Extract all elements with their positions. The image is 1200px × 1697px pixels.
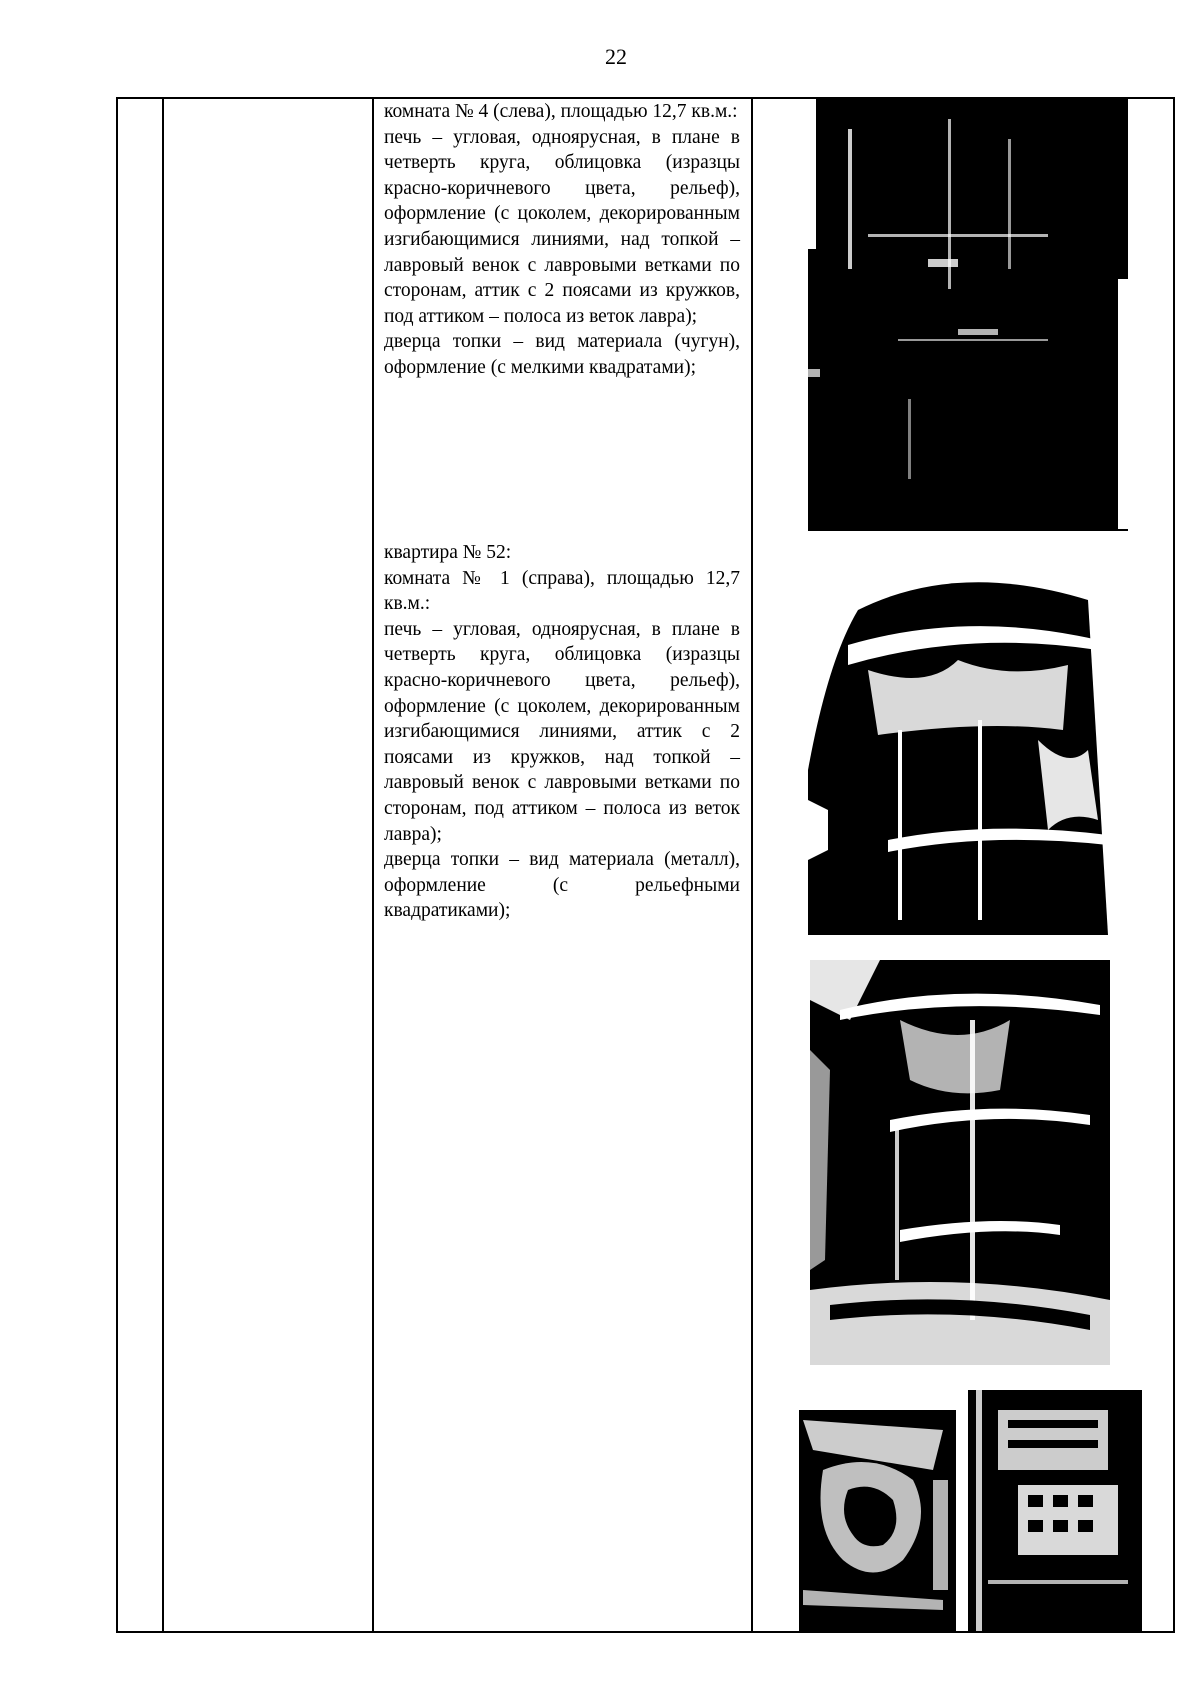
table-column-divider <box>162 97 164 1633</box>
stove-description: печь – угловая, одноярусная, в плане в четверть круга, облицовка (изразцы красно-коричневого цвета, рельеф), оформление (с цоколем, декорированным изгибающимися линиями, аттик с 2 поясами из кружков, над топкой – лавровый венок с лавровыми ветками по сторонам, под аттиком – полоса из веток лавра); <box>384 618 740 845</box>
entry-apartment-52 <box>384 540 740 924</box>
door-description: дверца топки – вид материала (металл), оформление (с рельефными квадратиками); <box>384 849 740 922</box>
page-number: 22 <box>605 44 627 69</box>
wreath-detail-photo <box>793 1410 956 1631</box>
stove-attic-photo <box>808 570 1118 935</box>
stove-description: печь – угловая, одноярусная, в плане в четверть круга, облицовка (изразцы красно-коричневого цвета, рельеф), оформление (с цоколем, декорированным изгибающимися линиями, над топкой – лавровый венок с лавровыми ветками по сторонам, аттик с 2 поясами из кружков, под аттиком – полоса из веток лавра); <box>384 126 740 327</box>
stove-photo <box>808 99 1128 531</box>
room-title: комната № 4 (слева), площадью 12,7 кв.м.: <box>384 101 738 122</box>
table-column-divider <box>372 97 374 1633</box>
table-column-divider <box>116 97 118 1633</box>
table-column-divider <box>751 97 753 1633</box>
door-description: дверца топки – вид материала (чугун), оформление (с мелкими квадратами); <box>384 331 740 378</box>
apartment-title: квартира № 52: <box>384 542 512 563</box>
room-title: комната № 1 (справа), площадью 12,7 кв.м.: <box>384 567 740 615</box>
door-detail-photo <box>968 1390 1142 1631</box>
stove-body-photo <box>810 960 1122 1365</box>
entry-room-4 <box>384 99 740 381</box>
table-border-bottom <box>116 1631 1175 1633</box>
table-border-right <box>1173 97 1175 1633</box>
